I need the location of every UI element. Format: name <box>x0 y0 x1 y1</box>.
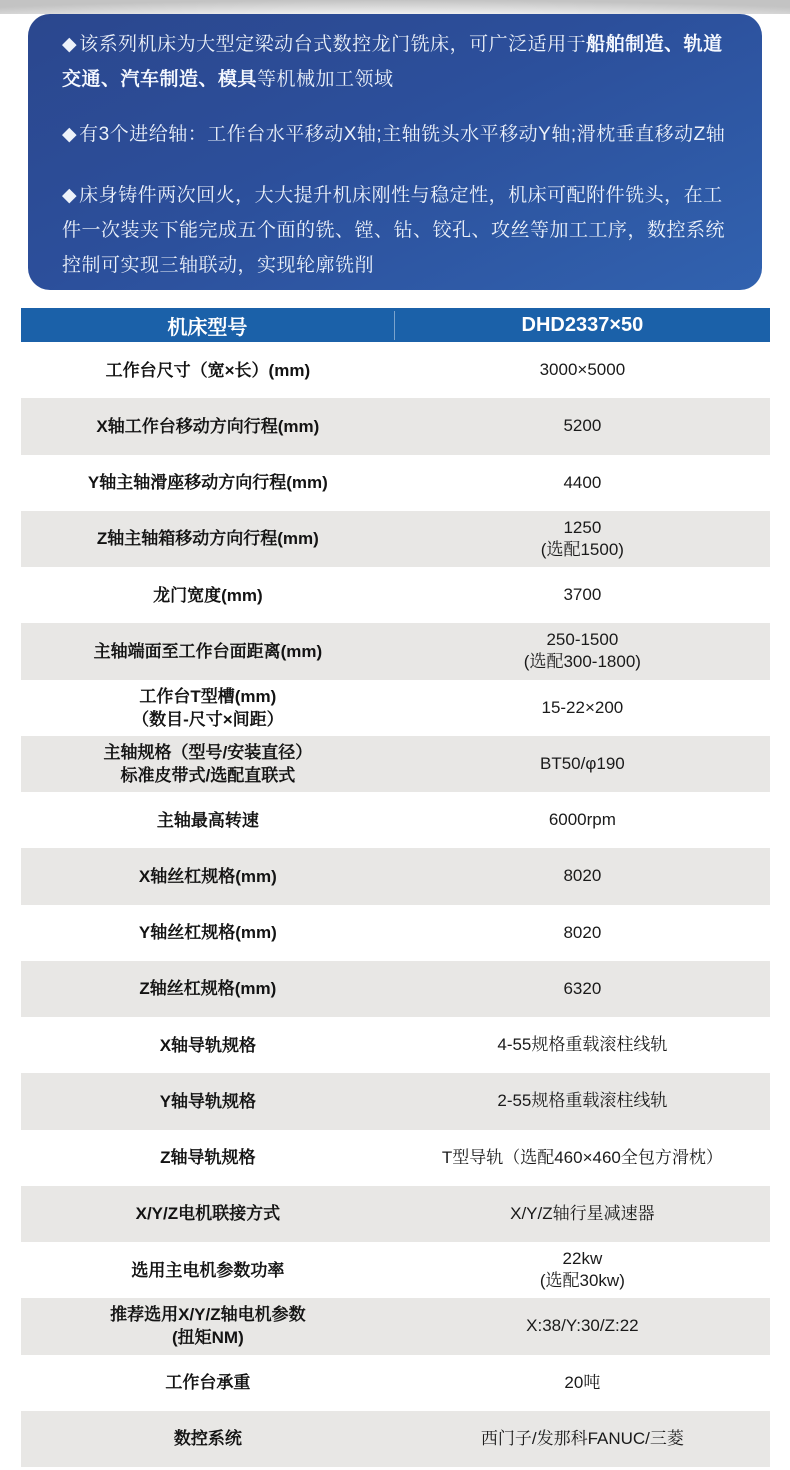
spec-label: Y轴导轨规格 <box>159 1091 257 1111</box>
spec-value: 1250 (选配1500) <box>540 517 624 559</box>
spec-label: 工作台尺寸（宽×长）(mm) <box>105 360 311 380</box>
spec-label: Z轴丝杠规格(mm) <box>139 979 277 999</box>
spec-row-t-slot <box>21 680 770 736</box>
spec-value: 3000×5000 <box>539 360 626 380</box>
spec-label: X轴导轨规格 <box>159 1035 257 1055</box>
spec-table <box>21 308 770 1467</box>
spec-label: 主轴规格（型号/安装直径） 标准皮带式/选配直联式 <box>103 742 313 785</box>
spec-value: T型导轨（选配460×460全包方滑枕） <box>441 1147 723 1167</box>
spec-row-motor-coupling <box>21 1186 770 1242</box>
spec-row-table-load <box>21 1355 770 1411</box>
spec-row-y-guideway <box>21 1073 770 1129</box>
spec-label: X轴工作台移动方向行程(mm) <box>96 416 320 436</box>
spec-value: 20吨 <box>564 1372 601 1392</box>
spec-row-x-guideway <box>21 1017 770 1073</box>
spec-value: 4400 <box>563 472 602 492</box>
spec-value: 西门子/发那科FANUC/三菱 <box>480 1428 684 1448</box>
spec-label: Z轴导轨规格 <box>160 1148 256 1168</box>
spec-row-y-travel <box>21 455 770 511</box>
spec-row-z-guideway <box>21 1130 770 1186</box>
spec-label: Z轴主轴箱移动方向行程(mm) <box>96 529 319 549</box>
spec-label: 选用主电机参数功率 <box>131 1260 285 1280</box>
spec-row-spindle-to-table <box>21 623 770 679</box>
spec-value: BT50/φ190 <box>540 753 625 773</box>
spec-row-spindle-max-speed <box>21 792 770 848</box>
spec-row-table-size <box>21 342 770 398</box>
spec-label: 龙门宽度(mm) <box>153 585 263 605</box>
product-intro-panel <box>28 14 762 290</box>
spec-label: X/Y/Z电机联接方式 <box>135 1204 281 1224</box>
spec-row-gantry-width <box>21 567 770 623</box>
spec-value: 8020 <box>563 922 602 942</box>
spec-value: 250-1500 (选配300-1800) <box>523 630 641 672</box>
spec-label: 主轴最高转速 <box>156 810 259 830</box>
spec-label: 推荐选用X/Y/Z轴电机参数 (扭矩NM) <box>110 1305 306 1348</box>
spec-row-x-screw <box>21 848 770 904</box>
spec-value: 4-55规格重载滚柱线轨 <box>497 1035 668 1055</box>
intro-bullet-3-text: 床身铸件两次回火，大大提升机床刚性与稳定性，机床可配附件铣头，在工件一次装夹下能完成五个面的铣、镗、钻、铰孔、攻丝等加工工序，数控系统控制可实现三轴联动，实现轮廓铣削 <box>62 185 726 276</box>
spec-label: X轴丝杠规格(mm) <box>138 866 277 886</box>
spec-row-cnc-system <box>21 1411 770 1467</box>
spec-value: 3700 <box>563 585 602 605</box>
spec-value: X/Y/Z轴行星减速器 <box>510 1203 655 1223</box>
intro-bullet-2 <box>62 117 728 152</box>
spec-table-body <box>21 342 770 1467</box>
spec-label: 工作台T型槽(mm) （数目-尺寸×间距） <box>132 686 284 729</box>
diamond-bullet-icon: ◆ <box>62 34 78 55</box>
intro-bullet-1 <box>62 27 728 97</box>
spec-label: 数控系统 <box>173 1429 242 1449</box>
spec-row-axis-motor-torque <box>21 1298 770 1354</box>
spec-value: 6000rpm <box>548 810 616 830</box>
spec-label: 工作台承重 <box>165 1373 251 1393</box>
spec-value: 8020 <box>563 866 602 886</box>
spec-row-main-motor-power <box>21 1242 770 1298</box>
spec-row-y-screw <box>21 905 770 961</box>
diamond-bullet-icon: ◆ <box>62 185 78 206</box>
intro-bullet-1-text: 该系列机床为大型定梁动台式数控龙门铣床，可广泛适用于 <box>79 34 587 55</box>
spec-row-x-travel <box>21 398 770 454</box>
spec-value: 22kw (选配30kw) <box>539 1249 625 1291</box>
header-model-value: DHD2337×50 <box>521 313 644 336</box>
spec-label: Y轴丝杠规格(mm) <box>138 923 277 943</box>
spec-value: 2-55规格重载滚柱线轨 <box>497 1091 668 1111</box>
spec-label: 主轴端面至工作台面距离(mm) <box>93 641 323 661</box>
spec-value: 5200 <box>563 416 602 436</box>
diamond-bullet-icon: ◆ <box>62 124 78 145</box>
spec-value: 15-22×200 <box>541 697 624 717</box>
spec-value: 6320 <box>563 978 602 998</box>
spec-value: X:38/Y:30/Z:22 <box>526 1316 639 1336</box>
intro-bullet-1-highlight: 船舶制造、轨道交通、汽车制造、模具 <box>62 34 723 90</box>
intro-bullet-3 <box>62 178 728 283</box>
top-page-shadow <box>0 0 790 14</box>
intro-bullet-1-tail: 等机械加工领域 <box>257 69 394 90</box>
spec-row-z-screw <box>21 961 770 1017</box>
spec-row-z-travel <box>21 511 770 567</box>
intro-bullet-2-text: 有3个进给轴：工作台水平移动X轴;主轴铣头水平移动Y轴;滑枕垂直移动Z轴 <box>79 124 726 145</box>
header-model-label: 机床型号 <box>21 311 395 340</box>
spec-table-header <box>21 308 770 342</box>
spec-label: Y轴主轴滑座移动方向行程(mm) <box>87 473 328 493</box>
spec-row-spindle-spec <box>21 736 770 792</box>
